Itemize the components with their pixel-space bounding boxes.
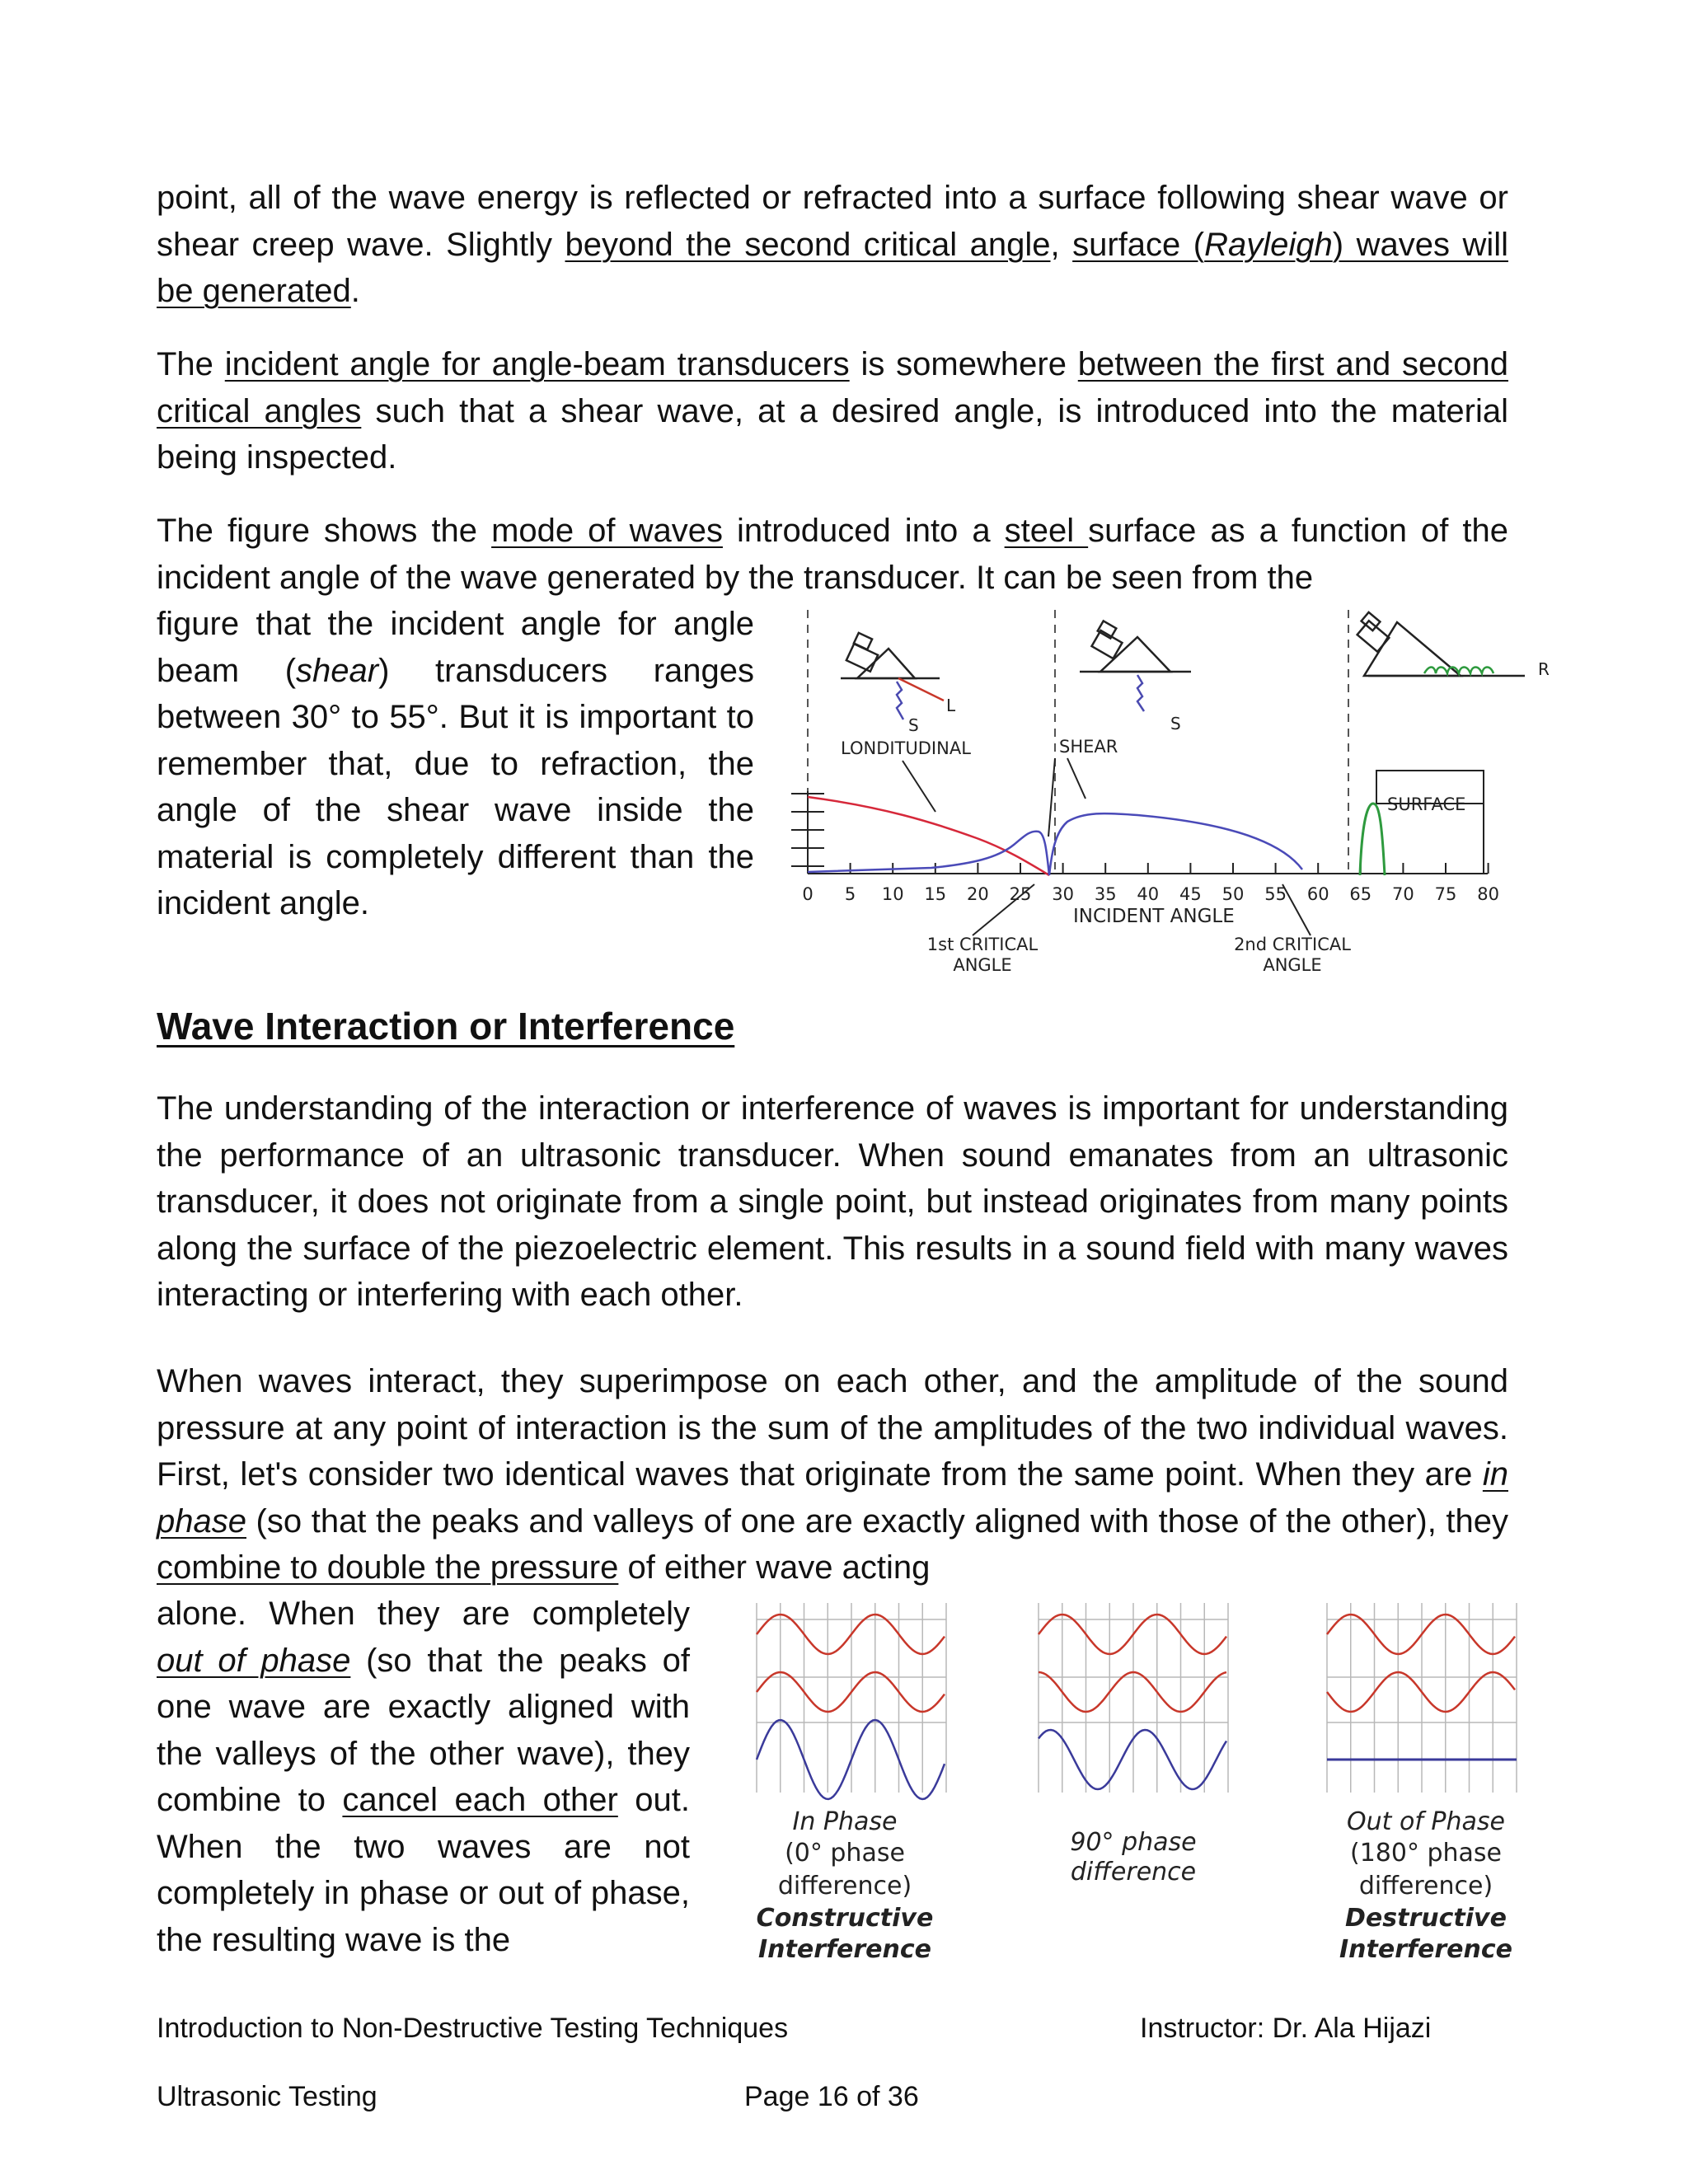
out-of-phase-panel xyxy=(1327,1603,1517,1793)
x-tick-label: 70 xyxy=(1392,884,1414,904)
x-tick-label: 15 xyxy=(924,884,947,904)
x-tick-label: 40 xyxy=(1137,884,1160,904)
resultant-wave xyxy=(757,1720,945,1799)
x-tick-label: 75 xyxy=(1434,884,1457,904)
paragraph-critical-angle: point, all of the wave energy is reflected or refracted into a surface following shear wave or shear creep wave. Slightly beyond the second critical angle, surface (Rayleigh) waves will be generated. xyxy=(157,180,1508,309)
x-tick-label: 50 xyxy=(1221,884,1245,904)
footer-section: Ultrasonic Testing xyxy=(157,2081,377,2112)
wave-a xyxy=(1039,1615,1226,1654)
label-R: R xyxy=(1538,659,1550,679)
label-shear: SHEAR xyxy=(1059,737,1118,757)
critical-angle-1-label: 1st CRITICAL xyxy=(926,935,1039,954)
footer-page-number: Page 16 of 36 xyxy=(744,2081,919,2112)
x-tick-label: 55 xyxy=(1264,884,1287,904)
section-heading: Wave Interaction or Interference xyxy=(157,1005,735,1047)
paragraph-mode-of-waves: The figure shows the mode of waves introduced into a steel surface as a function of the incident angle of the wave generated by the transducer. It can be seen from the xyxy=(157,513,1509,596)
transducer-icon-surface xyxy=(1357,612,1525,676)
paragraph-superposition-column: alone. When they are completely out of phase (so that the peaks of one wave are exactly aligned with the valleys of the other wave), they combine to cancel each other out. When the two waves are not completely in phase or out of phase, the resulting wave is the xyxy=(157,1596,690,1958)
transducer-icon-longitudinal xyxy=(841,633,944,719)
x-tick-label: 5 xyxy=(844,884,856,904)
x-tick-label: 25 xyxy=(1009,884,1032,904)
caption-ninety-degree: 90° phase difference xyxy=(1070,1828,1197,1886)
label-S-1: S xyxy=(908,715,919,735)
x-tick-label: 35 xyxy=(1094,884,1117,904)
footer-course-title: Introduction to Non-Destructive Testing Techniques xyxy=(157,2013,789,2044)
wave-b xyxy=(757,1672,945,1712)
paragraph-mode-of-waves-column: figure that the incident angle for angle beam (shear) transducers ranges between 30° to 55°. But it is important to remember that, due to refraction, the angle of the shear wave inside the material is completely different than the incident angle. xyxy=(157,606,754,921)
label-S-2: S xyxy=(1170,714,1181,733)
in-phase-panel xyxy=(757,1603,946,1799)
x-tick-label: 30 xyxy=(1052,884,1074,904)
interference-figure xyxy=(750,1603,1541,1809)
paragraph-superposition: When waves interact, they superimpose on each other, and the amplitude of the sound pressure at any point of interaction is the sum of the amplitudes of the two individual waves. First, let's consider two identical waves that originate from the same point. When they are in phase (so that the peaks and valleys of one are exactly aligned with those of the other), they combine to double the pressure of either wave acting xyxy=(157,1363,1508,1586)
surface-curve xyxy=(1360,804,1385,875)
critical-angle-1-label-b: ANGLE xyxy=(953,955,1012,975)
wave-b xyxy=(1039,1672,1226,1712)
resultant-wave xyxy=(1039,1730,1226,1789)
longitudinal-curve xyxy=(808,797,1049,875)
paragraph-interference-intro: The understanding of the interaction or interference of waves is important for understanding the performance of an ultrasonic transducer. When sound emanates from an ultrasonic transducer, it does not originate from a single point, but instead originates from many points along the surface of the piezoelectric element. This results in a sound field with many waves interacting or interfering with each other. xyxy=(157,1090,1508,1313)
x-axis-label: INCIDENT ANGLE xyxy=(1073,906,1235,927)
x-tick-label: 0 xyxy=(802,884,814,904)
x-tick-label: 45 xyxy=(1179,884,1202,904)
wave-b xyxy=(1327,1672,1515,1712)
caption-in-phase: In Phase (0° phase difference) Constructive Interference xyxy=(756,1807,934,1964)
label-surface: SURFACE xyxy=(1387,794,1466,814)
x-tick-label: 60 xyxy=(1306,884,1329,904)
paragraph-incident-angle: The incident angle for angle-beam transducers is somewhere between the first and second critical angles such that a shear wave, at a desired angle, is introduced into the material being inspected. xyxy=(157,346,1509,476)
wave-a xyxy=(757,1615,945,1654)
ninety-degree-panel xyxy=(1039,1603,1228,1793)
label-longitudinal: LONDITUDINAL xyxy=(841,738,971,758)
x-tick-label: 80 xyxy=(1477,884,1499,904)
wave-a xyxy=(1327,1615,1515,1654)
label-L: L xyxy=(946,696,956,715)
wave-mode-figure xyxy=(783,606,1558,985)
x-tick-label: 65 xyxy=(1349,884,1372,904)
footer-instructor: Instructor: Dr. Ala Hijazi xyxy=(1140,2013,1432,2044)
x-tick-label: 10 xyxy=(881,884,904,904)
critical-angle-2-label: 2nd CRITICAL xyxy=(1234,935,1351,954)
x-tick-label: 20 xyxy=(967,884,989,904)
transducer-icon-shear xyxy=(1080,621,1191,711)
critical-angle-2-label-b: ANGLE xyxy=(1263,955,1322,975)
caption-out-of-phase: Out of Phase (180° phase difference) Destructive Interference xyxy=(1339,1807,1513,1964)
